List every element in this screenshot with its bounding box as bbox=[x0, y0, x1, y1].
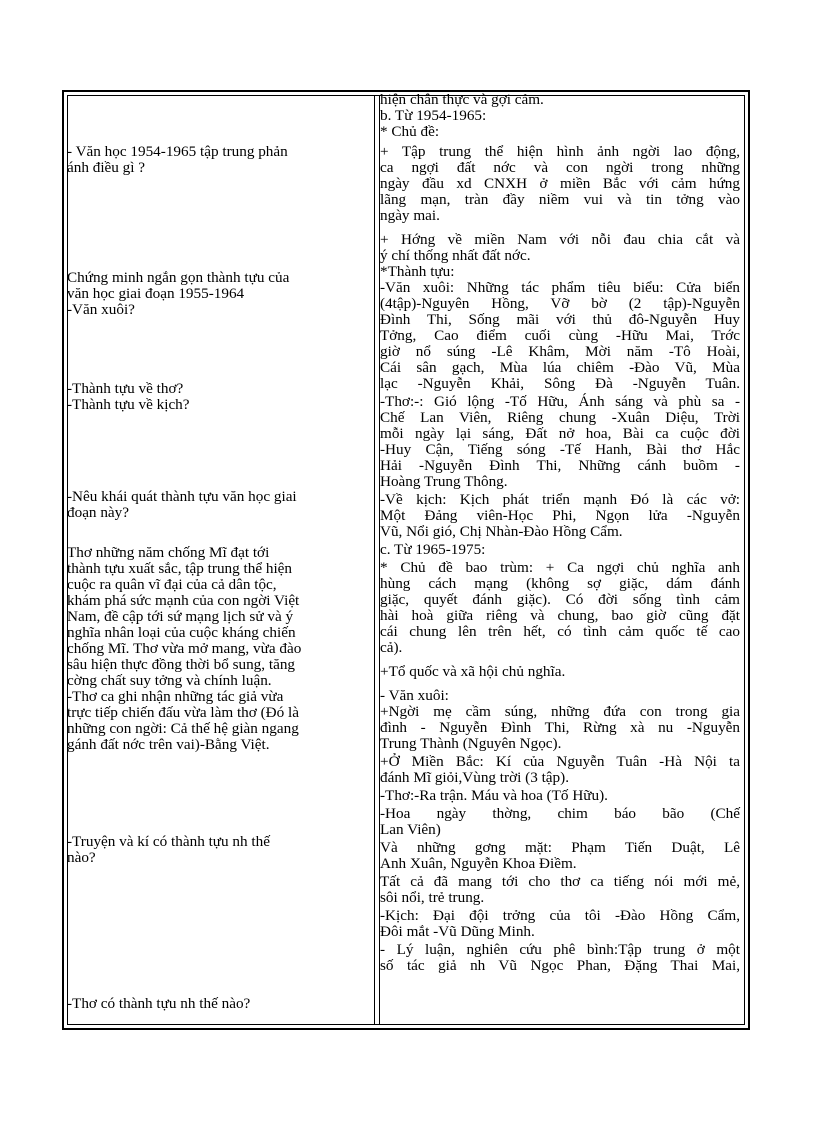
right-column-line: cái chung lên trên hết, có tình cảm quốc tế cao bbox=[380, 623, 740, 640]
right-column-line: lạc -Nguyễn Khải, Sông Đà -Nguyễn Tuân. bbox=[380, 375, 740, 392]
left-column-line: Nam, đề cập tới sứ mạng lịch sử và ý bbox=[67, 608, 294, 625]
left-column-line: sâu hiện thực đồng thời bổ sung, tăng bbox=[67, 656, 296, 673]
left-column-line: những con ngời: Cả thế hệ giàn ngang bbox=[67, 720, 299, 737]
right-column-line: -Về kịch: Kịch phát triển mạnh Đó là các vở: bbox=[380, 491, 740, 508]
right-column-line: Lan Viên) bbox=[380, 821, 441, 838]
left-column-line: - Văn học 1954-1965 tập trung phản bbox=[67, 143, 288, 160]
right-column-line: -Thơ:-: Gió lộng -Tố Hữu, Ánh sáng và phù sa - bbox=[380, 393, 740, 410]
left-column-line: -Thành tựu về thơ? bbox=[67, 380, 184, 397]
right-column-line: hiện chân thực và gợi cảm. bbox=[380, 91, 544, 108]
right-column-line: Chế Lan Viên, Riêng chung -Xuân Diệu, Trời bbox=[380, 409, 740, 426]
right-column-line: ý chí thống nhất đất nớc. bbox=[380, 247, 531, 264]
right-column-line: +Tổ quốc và xã hội chủ nghĩa. bbox=[380, 663, 566, 680]
right-column-line: Đình Thi, Sống mãi với thủ đô-Nguyễn Huy bbox=[380, 311, 740, 328]
left-column-line: ánh điều gì ? bbox=[67, 159, 146, 176]
right-column-line: hùng cách mạng (không sợ giặc, dám đánh bbox=[380, 575, 740, 592]
right-column-line: Vũ, Nổi gió, Chị Nhàn-Đào Hồng Cẩm. bbox=[380, 523, 623, 540]
left-column-line: cờng chất suy tởng và chính luận. bbox=[67, 672, 272, 689]
right-column-line: Tất cả đã mang tới cho thơ ca tiếng nói mới mẻ, bbox=[380, 873, 740, 890]
right-column-line: ngày đầu xd CNXH ở miền Bắc với cảm hứng bbox=[380, 175, 740, 192]
left-column-line: gánh đất nớc trên vai)-Bằng Việt. bbox=[67, 736, 270, 753]
right-column-line: Một Đảng viên-Học Phi, Ngọn lửa -Nguyễn bbox=[380, 507, 740, 524]
right-column-line: -Kịch: Đại đội trởng của tôi -Đào Hồng Cẩm, bbox=[380, 907, 740, 924]
right-column-line: cả). bbox=[380, 639, 403, 656]
right-column-line: * Chủ đề: bbox=[380, 123, 440, 140]
right-column-line: lãng mạn, tràn đầy niềm vui và tin tởng vào bbox=[380, 191, 740, 208]
right-column-line: sôi nổi, trẻ trung. bbox=[380, 889, 485, 906]
left-column-line: -Truyện và kí có thành tựu nh thế bbox=[67, 833, 270, 850]
right-column-line: + Tập trung thể hiện hình ảnh ngời lao động, bbox=[380, 143, 740, 160]
left-column-line: -Nêu khái quát thành tựu văn học giai bbox=[67, 488, 297, 505]
right-column-line: *Thành tựu: bbox=[380, 263, 455, 280]
right-column-line: -Thơ:-Ra trận. Máu và hoa (Tố Hữu). bbox=[380, 787, 608, 804]
right-column-line: Hoàng Trung Thông. bbox=[380, 473, 508, 490]
right-column-line: đánh Mĩ giỏi,Vùng trời (3 tập). bbox=[380, 769, 569, 786]
right-column-line: b. Từ 1954-1965: bbox=[380, 107, 487, 124]
left-column-line: văn học giai đoạn 1955-1964 bbox=[67, 285, 245, 302]
right-column-line: Đôi mắt -Vũ Dũng Minh. bbox=[380, 923, 535, 940]
right-column-line: số tác giả nh Vũ Ngọc Phan, Đặng Thai Mai, bbox=[380, 957, 740, 974]
left-column-line: nào? bbox=[67, 849, 96, 866]
right-column-line: Cái sân gạch, Mùa lúa chiêm -Đào Vũ, Mùa bbox=[380, 359, 740, 376]
right-column-line: * Chủ đề bao trùm: + Ca ngợi chủ nghĩa anh bbox=[380, 559, 740, 576]
left-column-line: khám phá sức mạnh của con ngời Việt bbox=[67, 592, 300, 609]
right-column-line: c. Từ 1965-1975: bbox=[380, 541, 486, 558]
right-column-line: Trung Thành (Nguyên Ngọc). bbox=[380, 735, 562, 752]
right-column-line: đình - Nguyễn Đình Thi, Rừng xà nu -Nguyễn bbox=[380, 719, 740, 736]
right-column-line: +Ở Miền Bắc: Kí của Nguyễn Tuân -Hà Nội ta bbox=[380, 753, 740, 770]
right-column-line: - Lý luận, nghiên cứu phê bình:Tập trung ở một bbox=[380, 941, 740, 958]
right-column-line: -Huy Cận, Tiếng sóng -Tế Hanh, Bài thơ Hắc bbox=[380, 441, 740, 458]
left-column-line: -Thơ ca ghi nhận những tác giả vừa bbox=[67, 688, 284, 705]
left-column-line: thành tựu xuất sắc, tập trung thể hiện bbox=[67, 560, 293, 577]
right-column-line: -Văn xuôi: Những tác phẩm tiêu biểu: Cửa biển bbox=[380, 279, 740, 296]
left-column-line: trực tiếp chiến đấu vừa làm thơ (Đó là bbox=[67, 704, 299, 721]
right-column-line: hài hoà giữa riêng và chung, bao giờ cũng đặt bbox=[380, 607, 740, 624]
right-column-line: + Hớng về miền Nam với nỗi đau chia cắt và bbox=[380, 231, 740, 248]
left-column-line: Thơ những năm chống Mĩ đạt tới bbox=[67, 544, 270, 561]
right-column-line: +Ngời mẹ cầm súng, những đứa con trong gia bbox=[380, 703, 740, 720]
right-column-line: Hải -Nguyễn Đình Thi, Những cánh buồm - bbox=[380, 457, 740, 474]
left-column-line: -Thành tựu về kịch? bbox=[67, 396, 190, 413]
right-column-line: - Văn xuôi: bbox=[380, 687, 449, 704]
left-column-line: đoạn này? bbox=[67, 504, 129, 521]
right-column-line: (4tập)-Nguyên Hồng, Vỡ bờ (2 tập)-Nguyễn bbox=[380, 295, 740, 312]
right-column-line: ca ngợi đất nớc và con ngời trong những bbox=[380, 159, 740, 176]
left-column-line: Chứng minh ngắn gọn thành tựu của bbox=[67, 269, 290, 286]
right-column-line: ngày mai. bbox=[380, 207, 440, 224]
left-column-line: -Thơ có thành tựu nh thế nào? bbox=[67, 995, 251, 1012]
left-column-line: chống Mĩ. Thơ vừa mở mang, vừa đào bbox=[67, 640, 302, 657]
right-column-line: Tởng, Cao điểm cuối cùng -Hữu Mai, Trớc bbox=[380, 327, 740, 344]
right-column-line: Và những gơng mặt: Phạm Tiến Duật, Lê bbox=[380, 839, 740, 856]
left-column-line: nghĩa nhân loại của cuộc kháng chiến bbox=[67, 624, 296, 641]
left-column-line: -Văn xuôi? bbox=[67, 301, 135, 318]
right-column-line: -Hoa ngày thờng, chim báo bão (Chế bbox=[380, 805, 740, 822]
right-column-line: mỗi ngày lại sáng, Đất nở hoa, Bài ca cuộc đời bbox=[380, 425, 740, 442]
right-column-line: Anh Xuân, Nguyễn Khoa Điềm. bbox=[380, 855, 577, 872]
right-column-line: giờ nổ súng -Lê Khâm, Mời năm -Tô Hoài, bbox=[380, 343, 740, 360]
left-column-line: cuộc ra quân vĩ đại của cả dân tộc, bbox=[67, 576, 277, 593]
right-column-line: giặc, quyết đánh giặc). Có đời sống tình cảm bbox=[380, 591, 740, 608]
